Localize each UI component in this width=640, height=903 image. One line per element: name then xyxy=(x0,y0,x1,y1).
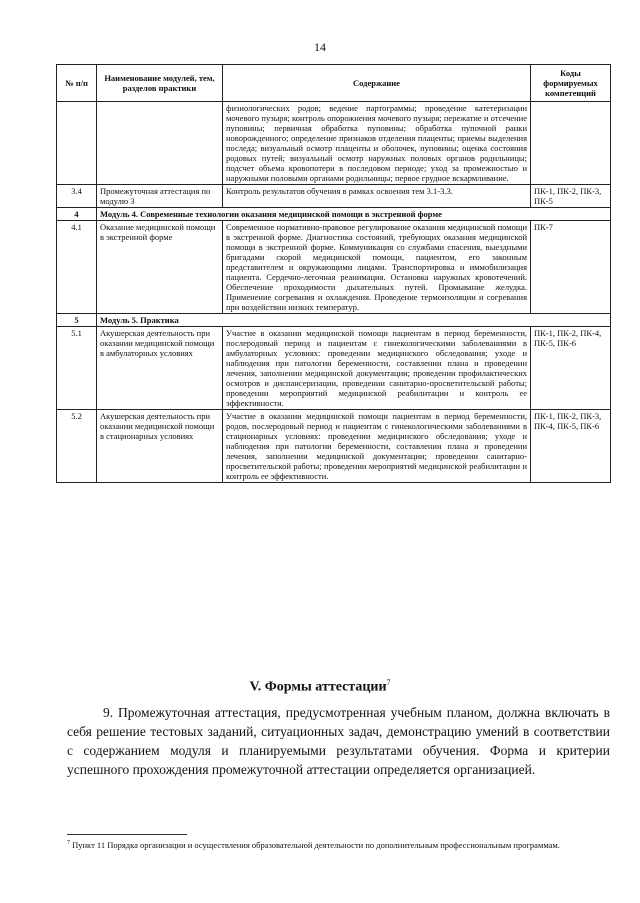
header-num: № п/п xyxy=(57,65,97,102)
row-name: Оказание медицинской помощи в экстренной форме xyxy=(97,221,223,314)
row-content: Контроль результатов обучения в рамках освоения тем 3.1-3.3. xyxy=(223,185,531,208)
row-name: Акушерская деятельность при оказании медицинской помощи в амбулаторных условиях xyxy=(97,327,223,410)
table-row xyxy=(57,102,611,185)
row-name xyxy=(97,102,223,185)
header-codes: Коды формируемых компетенций xyxy=(531,65,611,102)
footnote-mark: 7 xyxy=(67,840,70,846)
header-name: Наименование модулей, тем, разделов практики xyxy=(97,65,223,102)
row-num xyxy=(57,102,97,185)
row-content: Участие в оказании медицинской помощи пациентам в период беременности, родов, послеродовый период и пациентам с гинекологическими заболеваниями в стационарных условиях: проведении медицинского обследования; уходе и наблюдения при патологии беременности, составлении плана и проведении лечения, заполнении медицинской документации; проведении санитарно-просветительской работы; проведении мероприятий медицинской реабилитации и контроль ее эффективности. xyxy=(223,410,531,483)
table-header-row xyxy=(57,65,611,102)
module-num: 5 xyxy=(57,314,97,327)
footnote-text: Пункт 11 Порядка организации и осуществления образовательной деятельности по дополнительным профессиональным программам. xyxy=(72,839,560,850)
row-num: 3.4 xyxy=(57,185,97,208)
row-codes: ПК-1, ПК-2, ПК-3, ПК-5 xyxy=(531,185,611,208)
module-row xyxy=(57,208,611,221)
header-content: Содержание xyxy=(223,65,531,102)
section-title xyxy=(0,678,640,696)
table-row xyxy=(57,327,611,410)
section-title-text: V. Формы аттестации xyxy=(249,679,387,695)
module-num: 4 xyxy=(57,208,97,221)
footnote xyxy=(67,838,610,851)
row-codes: ПК-1, ПК-2, ПК-4, ПК-5, ПК-6 xyxy=(531,327,611,410)
table-body xyxy=(57,102,611,483)
row-num: 5.2 xyxy=(57,410,97,483)
row-codes xyxy=(531,102,611,185)
row-num: 5.1 xyxy=(57,327,97,410)
table-row xyxy=(57,410,611,483)
module-title: Модуль 4. Современные технологии оказания медицинской помощи в экстренной форме xyxy=(97,208,611,221)
table-row xyxy=(57,221,611,314)
row-name: Акушерская деятельность при оказании медицинской помощи в стационарных условиях xyxy=(97,410,223,483)
row-content: Участие в оказании медицинской помощи пациентам в период беременности, послеродовый период и пациентам с гинекологическими заболеваниями в амбулаторных условиях: проведении медицинского обследования; уходе и наблюдения при патологии беременности, составлении плана и проведении лечения, заполнении медицинской документации; проведении профилактических осмотров и диспансеризации, проведении санитарно-просветительской работы; проведении мероприятий медицинской реабилитации и контроль ее эффективности. xyxy=(223,327,531,410)
table-row xyxy=(57,185,611,208)
body-paragraph: 9. Промежуточная аттестация, предусмотренная учебным планом, должна включать в себя решение тестовых заданий, ситуационных задач, демонстрацию умений в соответствии с содержанием модуля и планируемыми результатами обучения. Форма и критерии успешного прохождения промежуточной аттестации определяется организацией. xyxy=(67,705,610,777)
row-codes: ПК-1, ПК-2, ПК-3, ПК-4, ПК-5, ПК-6 xyxy=(531,410,611,483)
row-content: Современное нормативно-правовое регулирование оказания медицинской помощи в экстренной форме. Диагностика состояний, требующих оказания медицинской помощи в экстренной форме. Коммуникация со службами спасения, выездными бригадами скорой медицинской помощи, пациентом, его законным представителем и окружающими лицами. Транспортировка и иммобилизация пациента. Сердечно-легочная реанимация. Остановка наружных кровотечений. Обеспечение проходимости дыхательных путей. Промывание желудка. Применение согревания и охлаждения. Проведение термоизоляции и согревания при воздействии низких температур. xyxy=(223,221,531,314)
row-num: 4.1 xyxy=(57,221,97,314)
footnote-divider xyxy=(67,834,187,835)
footnote-ref: 7 xyxy=(386,678,391,687)
row-content: физиологических родов; ведение партограммы; проведение катетеризации мочевого пузыря; контроль опорожнения мочевого пузыря; пережатие и отсечение пуповины; первичная обработка пуповины; обработка пупочной ранки новорожденного; определение признаков отделения плаценты; приемы выделения последа; визуальный осмотр плаценты и оболочек, пуповины; оценка состояния родовых путей; визуальный осмотр наружных половых органов родильницы; подсчет объема кровопотери в последовом периоде; уход за промежностью и наружными половыми органами родильницы; первое грудное вскармливание. xyxy=(223,102,531,185)
row-codes: ПК-7 xyxy=(531,221,611,314)
page-number: 14 xyxy=(314,40,326,54)
module-title: Модуль 5. Практика xyxy=(97,314,611,327)
module-row xyxy=(57,314,611,327)
row-name: Промежуточная аттестация по модулю 3 xyxy=(97,185,223,208)
curriculum-table xyxy=(56,64,611,483)
